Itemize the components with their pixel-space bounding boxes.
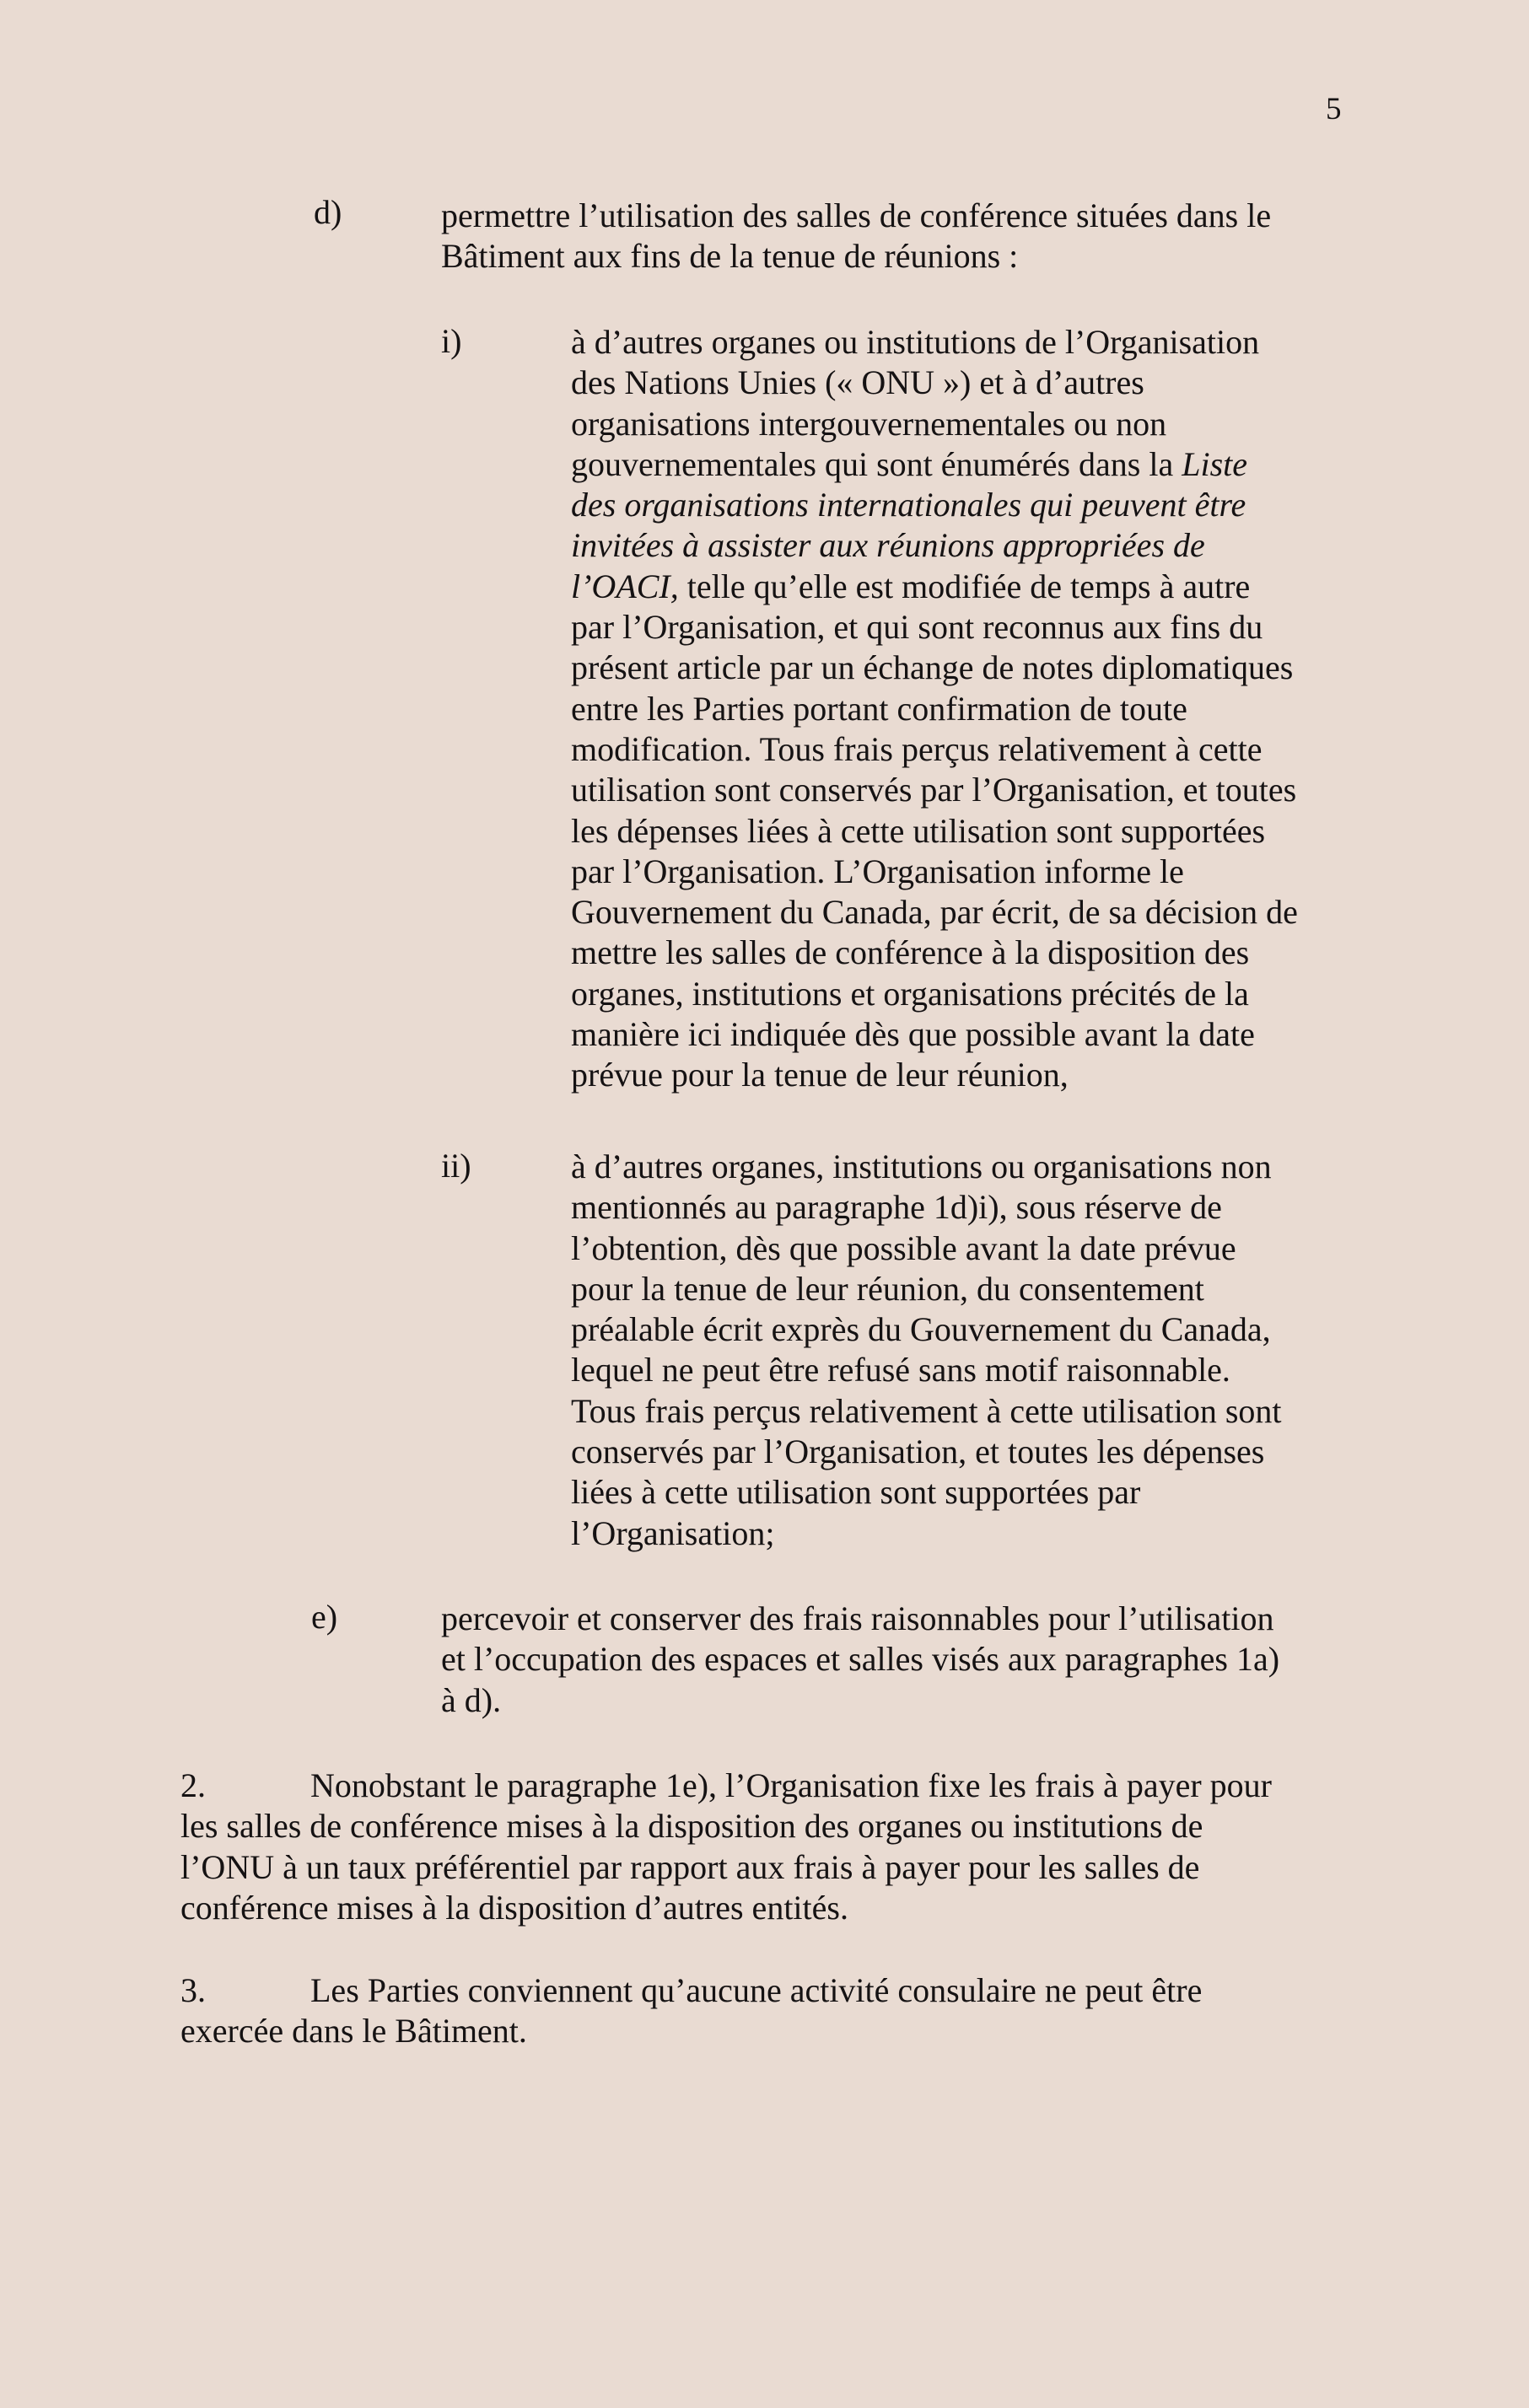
text-line: entre les Parties portant confirmation de toute	[571, 689, 1187, 728]
text-line: Tous frais perçus relativement à cette utilisation sont	[571, 1391, 1282, 1430]
text-line: Bâtiment aux fins de la tenue de réunions :	[441, 237, 1019, 276]
text-line: Gouvernement du Canada, par écrit, de sa décision de	[571, 893, 1298, 932]
text-line	[180, 1970, 1353, 2011]
item-d-label: d)	[314, 193, 342, 231]
text-line: percevoir et conserver des frais raisonnables pour l’utilisation	[441, 1599, 1274, 1637]
text-segment: telle qu’elle est modifiée de temps à autre	[678, 567, 1251, 605]
text-line: exercée dans le Bâtiment.	[180, 2012, 527, 2051]
item-d-ii-text	[571, 1147, 1282, 1554]
text-line: mentionnés au paragraphe 1d)i), sous réserve de	[571, 1188, 1222, 1227]
text-line: par l’Organisation. L’Organisation informe le	[571, 852, 1184, 890]
item-d-ii-label: ii)	[441, 1147, 471, 1185]
text-line: préalable écrit exprès du Gouvernement du Canada,	[571, 1310, 1271, 1349]
page-number: 5	[1326, 92, 1342, 126]
item-d-text	[441, 196, 1271, 277]
text-line: conférence mises à la disposition d’autres entités.	[180, 1888, 848, 1927]
italic-title-segment: des organisations internationales qui peuvent être	[571, 486, 1246, 524]
text-line: les salles de conférence mises à la disposition des organes ou institutions de	[180, 1807, 1203, 1846]
text-line	[571, 444, 1298, 485]
item-d-i-text	[571, 322, 1298, 1096]
paragraph-number: 2.	[180, 1766, 206, 1804]
text-line: manière ici indiquée dès que possible avant la date	[571, 1015, 1255, 1054]
text-line: à d’autres organes ou institutions de l’Organisation	[571, 323, 1260, 361]
text-line: mettre les salles de conférence à la disposition des	[571, 933, 1250, 972]
item-d-i-label: i)	[441, 322, 462, 360]
text-line: les dépenses liées à cette utilisation sont supportées	[571, 811, 1266, 850]
text-line: modification. Tous frais perçus relativement à cette	[571, 729, 1263, 768]
text-segment: gouvernementales qui sont énumérés dans la	[571, 444, 1182, 483]
text-line: organes, institutions et organisations précités de la	[571, 974, 1249, 1013]
text-line: à d’autres organes, institutions ou organisations non	[571, 1148, 1272, 1185]
text-line: prévue pour la tenue de leur réunion,	[571, 1056, 1069, 1094]
text-line: l’obtention, dès que possible avant la date prévue	[571, 1228, 1236, 1267]
text-line: par l’Organisation, et qui sont reconnus aux fins du	[571, 608, 1263, 647]
text-line	[180, 1766, 1353, 1806]
text-line: à d).	[441, 1680, 502, 1719]
text-line	[571, 485, 1298, 525]
item-e-label: e)	[311, 1598, 338, 1636]
text-line: et l’occupation des espaces et salles visés aux paragraphes 1a)	[441, 1640, 1280, 1679]
text-line: pour la tenue de leur réunion, du consentement	[571, 1269, 1204, 1308]
text-line: organisations intergouvernementales ou non	[571, 404, 1167, 443]
text-line: conservés par l’Organisation, et toutes les dépenses	[571, 1432, 1265, 1471]
paragraph-2	[180, 1766, 1353, 1928]
paragraph-number: 3.	[180, 1971, 206, 2009]
text-line: permettre l’utilisation des salles de conférence situées dans le	[441, 196, 1272, 234]
paragraph-3	[180, 1970, 1353, 2052]
italic-title-segment: Liste	[1182, 444, 1248, 483]
text-line: l’Organisation;	[571, 1513, 775, 1552]
text-segment: Les Parties conviennent qu’aucune activité consulaire ne peut être	[310, 1971, 1203, 2009]
text-line: des Nations Unies (« ONU ») et à d’autres	[571, 363, 1144, 402]
text-line	[571, 567, 1298, 607]
text-line: utilisation sont conservés par l’Organisation, et toutes	[571, 771, 1297, 809]
text-line: liées à cette utilisation sont supportées par	[571, 1473, 1141, 1512]
text-segment: Nonobstant le paragraphe 1e), l’Organisation fixe les frais à payer pour	[310, 1766, 1272, 1804]
item-e-text	[441, 1599, 1279, 1721]
text-line	[571, 525, 1298, 566]
text-line: présent article par un échange de notes diplomatiques	[571, 648, 1294, 687]
italic-title-segment: invitées à assister aux réunions appropriées de	[571, 526, 1205, 565]
italic-title-segment: l’OACI,	[571, 567, 679, 605]
text-line: l’ONU à un taux préférentiel par rapport aux frais à payer pour les salles de	[180, 1847, 1200, 1886]
text-line: lequel ne peut être refusé sans motif raisonnable.	[571, 1351, 1230, 1389]
